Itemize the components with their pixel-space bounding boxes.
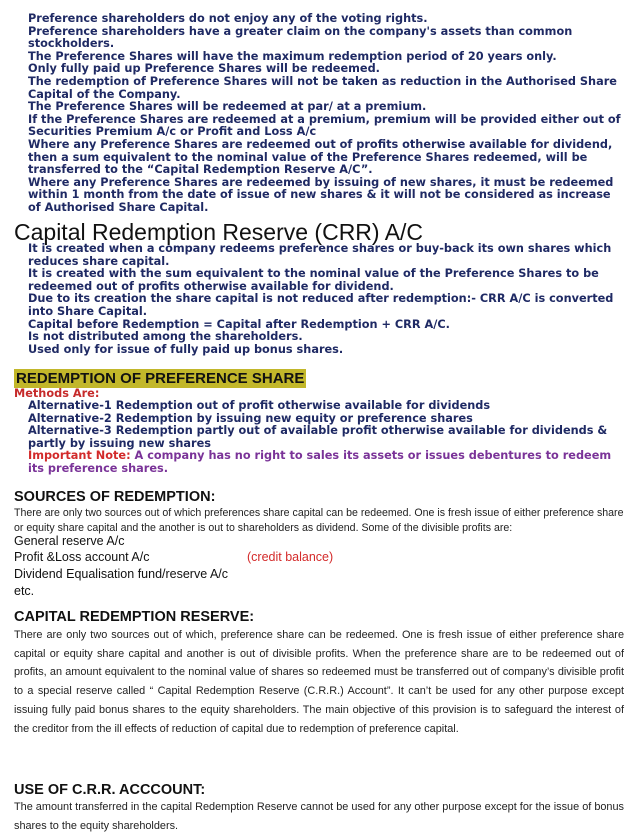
capital-reserve-text: There are only two sources out of which, preference share can be redeemed. One is fresh issue of either preference share capital or equity share capital and another is out of divisible profits. When the preference share are to be redeemed out of profits, an amount equivalent to the nominal value of shares so redeemed must be transferred out of company’s divisible profit to a special reserve called “ Capital Redemption Reserve (C.R.R.) Account”. It can’t be used for any other purpose except issuing fully paid bonus shares to the equity shareholders. The main objective of this provision is to safeguard the interest of the creditor from the ill effects of reduction of capital due to redemption of preference capital.	[14, 629, 624, 735]
preference-points-list	[28, 13, 626, 215]
list-item: The redemption of Preference Shares will not be taken as reduction in the Authorised Share Capital of the Company.	[28, 74, 617, 101]
list-item: Alternative-3 Redemption partly out of available profit otherwise available for dividends & partly by issuing new shares	[28, 424, 608, 450]
important-note-text: A company has no right to sales its assets or issues debentures to redeem its preference shares.	[28, 449, 612, 475]
list-item: It is created with the sum equivalent to the nominal value of the Preference Shares to be redeemed out of profits otherwise available for dividend.	[28, 267, 599, 293]
list-item: Due to its creation the share capital is not reduced after redemption:- CRR A/C is converted into Share Capital.	[28, 292, 614, 318]
sources-text: There are only two sources out of which preferences share capital can be redeemed. One is fresh issue of either preference share or equity share capital and the another is out to shareholders as dividend. Some of the divisible profits are:	[14, 507, 624, 534]
list-item: It is created when a company redeems preference shares or buy-back its own shares which reduces share capital.	[28, 242, 612, 268]
important-note	[28, 450, 626, 475]
list-item: Dividend Equalisation fund/reserve A/c	[14, 567, 229, 581]
use-crr-text: The amount transferred in the capital Redemption Reserve cannot be used for any other purpose except for the issue of bonus shares to the equity shareholders.	[14, 801, 624, 832]
list-item: etc.	[14, 584, 35, 598]
list-item: Where any Preference Shares are redeemed by issuing of new shares, it must be redeemed within 1 month from the date of issue of new shares & it will not be considered as increase of Authorised Share Capital.	[28, 175, 614, 214]
list-item: Preference shareholders do not enjoy any of the voting rights.	[28, 12, 428, 25]
sources-title: SOURCES OF REDEMPTION:	[14, 489, 216, 505]
list-item: Profit &Loss account A/c	[14, 550, 150, 564]
list-item: General reserve A/c	[14, 534, 125, 548]
list-item: Is not distributed among the shareholders.	[28, 330, 303, 344]
methods-label: Methods Are:	[14, 387, 100, 400]
list-item: Preference shareholders have a greater claim on the company's assets than common stockholders.	[28, 24, 573, 51]
list-item: Used only for issue of fully paid up bonus shares.	[28, 342, 344, 356]
list-item: The Preference Shares will be redeemed at par/ at a premium.	[28, 100, 427, 114]
credit-balance-note: (credit balance)	[247, 550, 334, 564]
list-item: Alternative-1 Redemption out of profit otherwise available for dividends	[28, 399, 491, 412]
list-item: Alternative-2 Redemption by issuing new equity or preference shares	[28, 411, 473, 425]
crr-title: Capital Redemption Reserve (CRR) A/C	[14, 219, 424, 245]
list-item: Where any Preference Shares are redeemed out of profits otherwise available for dividend, then a sum equivalent to the nominal value of the Preference Shares redeemed, will be transferred to the “Capital Redemption Reserve A/C”.	[28, 137, 613, 177]
alternatives-list	[28, 400, 626, 476]
list-item: The Preference Shares will have the maximum redemption period of 20 years only.	[28, 49, 557, 63]
crr-points-list	[28, 243, 626, 356]
important-note-label: Important Note:	[28, 449, 131, 463]
list-item: Capital before Redemption = Capital after Redemption + CRR A/C.	[28, 317, 450, 331]
use-crr-title: USE OF C.R.R. ACCCOUNT:	[14, 782, 206, 798]
list-item: Only fully paid up Preference Shares will be redeemed.	[28, 62, 380, 76]
capital-reserve-title: CAPITAL REDEMPTION RESERVE:	[14, 609, 255, 625]
list-item: If the Preference Shares are redeemed at a premium, premium will be provided either out of Securities Premium A/c or Profit and Loss A/c	[28, 112, 621, 139]
redemption-heading: REDEMPTION OF PREFERENCE SHARE	[16, 370, 305, 387]
